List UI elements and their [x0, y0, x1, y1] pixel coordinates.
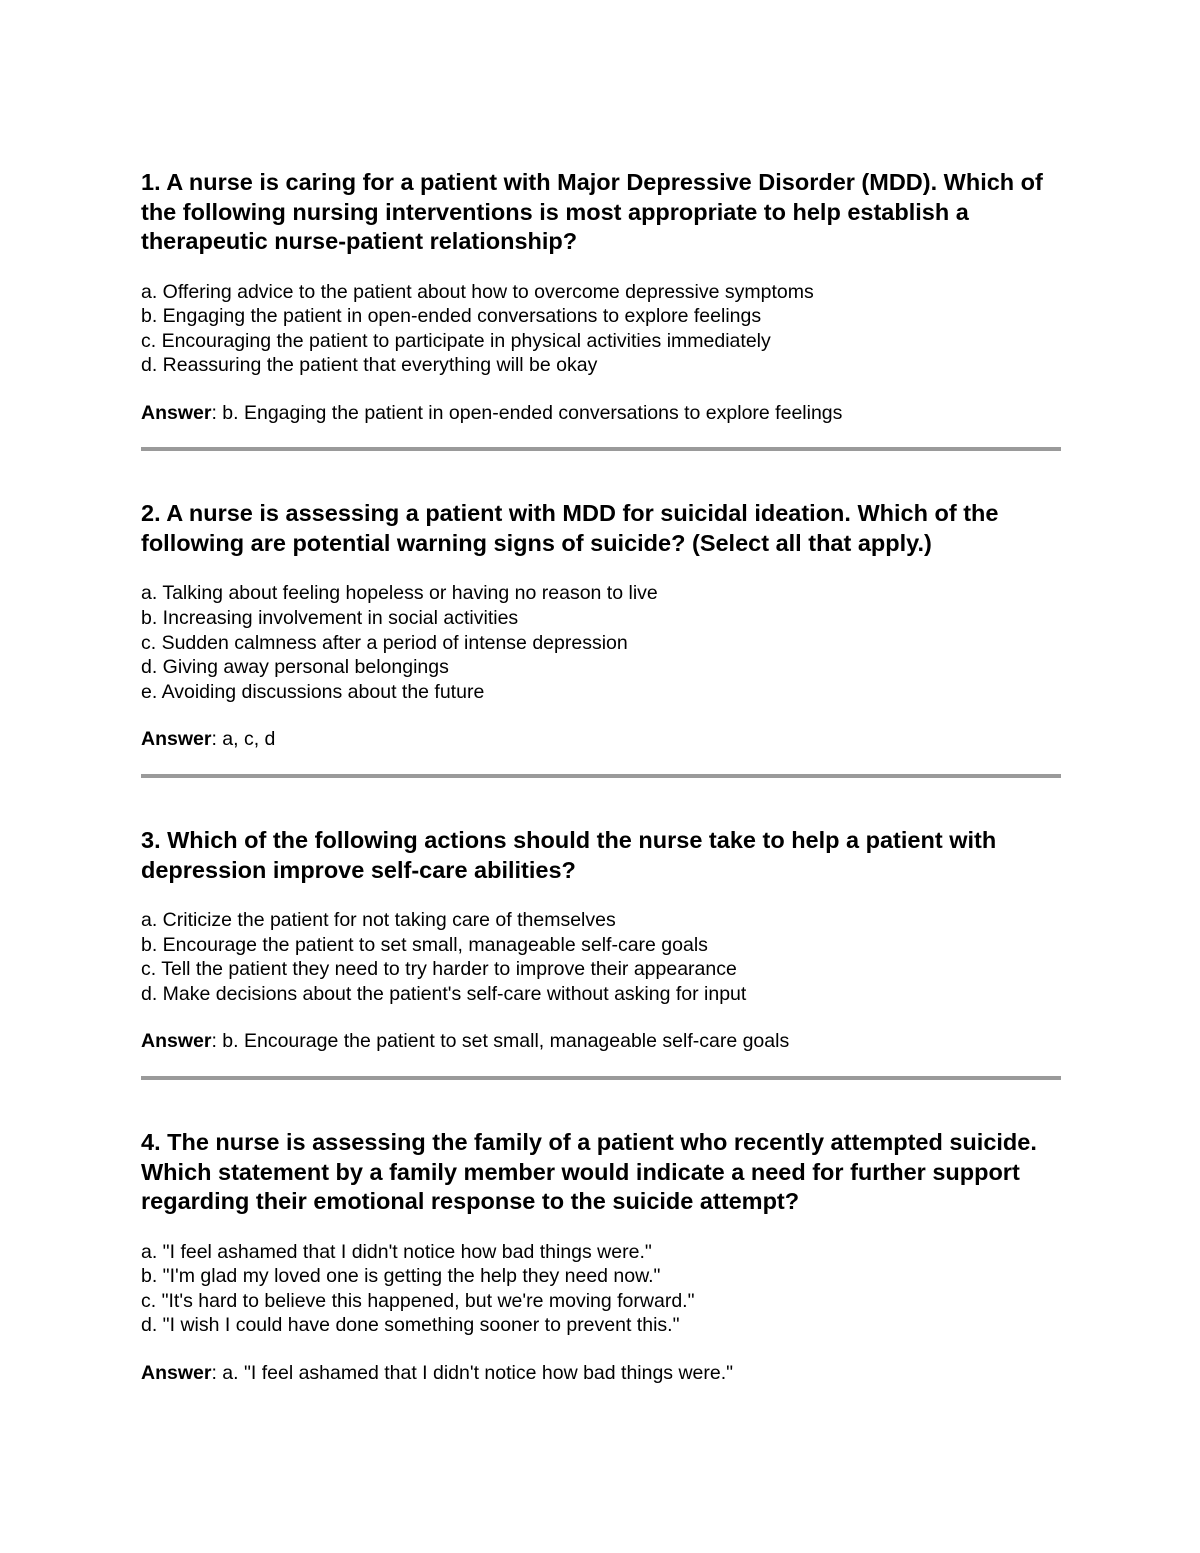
option-list — [141, 1240, 1061, 1338]
option-c: c. Encouraging the patient to participate in physical activities immediately — [141, 329, 771, 352]
option-c: c. "It's hard to believe this happened, but we're moving forward." — [141, 1289, 695, 1312]
question-3 — [141, 826, 1061, 1080]
answer-text: : a. "I feel ashamed that I didn't notice how bad things were." — [211, 1361, 734, 1384]
option-d: d. Make decisions about the patient's self-care without asking for input — [141, 982, 747, 1005]
option-c: c. Tell the patient they need to try harder to improve their appearance — [141, 958, 737, 981]
document-page — [141, 168, 1061, 1385]
answer-label: Answer — [141, 401, 212, 424]
answer-line — [141, 727, 1061, 752]
question-text: 2. A nurse is assessing a patient with MDD for suicidal ideation. Which of the following are potential warning signs of suicide? (Select all that apply.) — [141, 500, 999, 556]
option-b: b. Increasing involvement in social activities — [141, 607, 519, 630]
answer-line — [141, 1361, 1061, 1386]
option-d: d. Reassuring the patient that everything will be okay — [141, 354, 598, 377]
option-d: d. "I wish I could have done something sooner to prevent this." — [141, 1314, 680, 1337]
option-c: c. Sudden calmness after a period of intense depression — [141, 631, 628, 654]
option-a: a. "I feel ashamed that I didn't notice how bad things were." — [141, 1240, 652, 1263]
answer-label: Answer — [141, 1030, 212, 1053]
option-d: d. Giving away personal belongings — [141, 656, 449, 679]
answer-line — [141, 1029, 1061, 1054]
option-list — [141, 280, 1061, 378]
answer-text: : b. Encourage the patient to set small, manageable self-care goals — [211, 1030, 790, 1053]
question-1 — [141, 168, 1061, 451]
question-4 — [141, 1128, 1061, 1385]
question-text: 1. A nurse is caring for a patient with Major Depressive Disorder (MDD). Which of the following nursing interventions is most appropriate to help establish a therapeutic nurse-patient relationship? — [141, 169, 1043, 254]
answer-label: Answer — [141, 728, 212, 751]
option-b: b. "I'm glad my loved one is getting the help they need now." — [141, 1265, 661, 1288]
answer-text: : a, c, d — [211, 728, 276, 751]
option-list — [141, 581, 1061, 704]
question-text: 3. Which of the following actions should the nurse take to help a patient with depression improve self-care abilities? — [141, 827, 997, 883]
option-a: a. Talking about feeling hopeless or having no reason to live — [141, 582, 658, 605]
question-2 — [141, 499, 1061, 778]
answer-text: : b. Engaging the patient in open-ended conversations to explore feelings — [211, 401, 843, 424]
option-a: a. Offering advice to the patient about how to overcome depressive symptoms — [141, 280, 814, 303]
option-b: b. Engaging the patient in open-ended conversations to explore feelings — [141, 305, 762, 328]
option-e: e. Avoiding discussions about the future — [141, 680, 485, 703]
option-b: b. Encourage the patient to set small, manageable self-care goals — [141, 933, 708, 956]
option-a: a. Criticize the patient for not taking care of themselves — [141, 909, 616, 932]
option-list — [141, 908, 1061, 1006]
answer-label: Answer — [141, 1361, 212, 1384]
answer-line — [141, 401, 1061, 426]
question-text: 4. The nurse is assessing the family of a patient who recently attempted suicide. Which statement by a family member would indicate a need for further support regarding their emotional response to the suicide attempt? — [141, 1129, 1037, 1214]
